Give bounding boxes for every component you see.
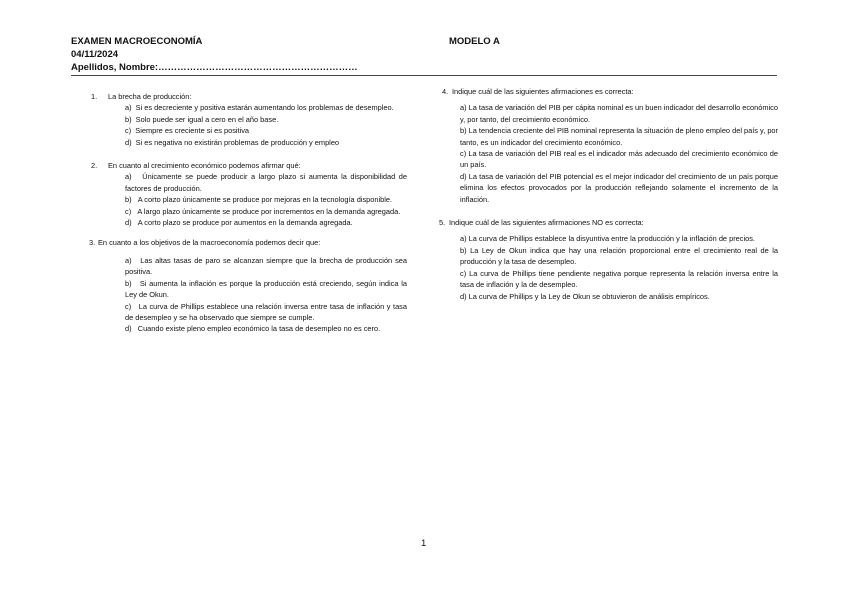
answer-option: b) Solo puede ser igual a cero en el año base. xyxy=(125,114,279,124)
name-field-line: Apellidos, Nombre:……………………………………………………… xyxy=(71,62,358,73)
question-number: 1. xyxy=(91,92,98,101)
answer-option: d) La tasa de variación del PIB potencial es el mejor indicador del crecimiento de un país porque elimina los efectos provocados por la producción reflejando solamente el incremento de la inflación. xyxy=(460,171,778,204)
answer-option: d) La curva de Phillips y la Ley de Okun se obtuvieron de análisis empíricos. xyxy=(460,291,710,301)
page-number: 1 xyxy=(421,538,427,549)
answer-option: c) Siempre es creciente si es positiva xyxy=(125,126,250,136)
answer-option: a) La tasa de variación del PIB per cápita nominal es un buen indicador del desarrollo económico y, por tanto, del crecimiento económico. xyxy=(460,103,778,124)
answer-option: d) Si es negativa no existirán problemas de producción y empleo xyxy=(125,137,340,147)
answer-option: c) La tasa de variación del PIB real es el indicador más adecuado del crecimiento económico de un país. xyxy=(460,149,778,170)
question-title: En cuanto a los objetivos de la macroeconomía podemos decir que: xyxy=(98,238,321,248)
exam-title: EXAMEN MACROECONOMÍA xyxy=(71,36,203,47)
question-title: Indique cuál de las siguientes afirmaciones NO es correcta: xyxy=(449,218,644,228)
question-title: Indique cuál de las siguientes afirmaciones es correcta: xyxy=(452,87,634,96)
question-4 xyxy=(442,86,778,205)
exam-date: 04/11/2024 xyxy=(71,49,119,60)
question-2 xyxy=(91,160,407,228)
answer-option: d) A corto plazo se produce por aumentos en la demanda agregada. xyxy=(125,218,353,228)
right-column xyxy=(439,86,778,314)
answer-option: c) A largo plazo únicamente se produce por incrementos en la demanda agregada. xyxy=(125,206,401,216)
question-number: 2. xyxy=(91,161,98,171)
answer-option: b) Si aumenta la inflación es porque la producción está creciendo, según indica la Ley de Okun. xyxy=(125,278,407,300)
answer-option: b) La tendencia creciente del PIB nominal representa la situación de pleno empleo del país y, por tanto, es un indicador del crecimiento económico. xyxy=(460,126,778,147)
answer-option: c) La curva de Phillips tiene pendiente negativa porque representa la relación inversa entre la tasa de inflación y la de desempleo. xyxy=(460,268,778,290)
answer-option: c) La curva de Phillips establece una relación inversa entre tasa de inflación y tasa de desempleo y se ha observado que siempre se cumple. xyxy=(125,301,407,322)
left-column xyxy=(91,91,407,344)
answer-option: b) La Ley de Okun indica que hay una relación proporcional entre el crecimiento real de la producción y la tasa de desempleo. xyxy=(460,245,778,267)
answer-option: a) Las altas tasas de paro se alcanzan siempre que la brecha de producción sea positiva. xyxy=(125,255,407,277)
answer-option: a) La curva de Phillips establece la disyuntiva entre la producción y la inflación de precios. xyxy=(460,234,755,244)
question-title: En cuanto al crecimiento económico podemos afirmar qué: xyxy=(108,161,301,171)
question-number: 3. xyxy=(89,238,96,248)
question-number: 4. xyxy=(442,87,449,96)
header-divider xyxy=(71,75,777,76)
question-1 xyxy=(91,91,407,148)
question-3 xyxy=(91,237,407,334)
answer-option: a) Únicamente se puede producir a largo plazo si aumenta la disponibilidad de factores de producción. xyxy=(125,172,407,193)
answer-option: b) A corto plazo únicamente se produce por mejoras en la tecnología disponible. xyxy=(125,195,393,205)
answer-option: d) Cuando existe pleno empleo económico la tasa de desempleo no es cero. xyxy=(125,324,381,334)
question-title: La brecha de producción: xyxy=(108,92,192,101)
question-5 xyxy=(439,217,778,302)
answer-option: a) Si es decreciente y positiva estarán aumentando los problemas de desempleo. xyxy=(125,103,394,113)
exam-model: MODELO A xyxy=(449,36,500,47)
question-number: 5. xyxy=(439,218,446,228)
